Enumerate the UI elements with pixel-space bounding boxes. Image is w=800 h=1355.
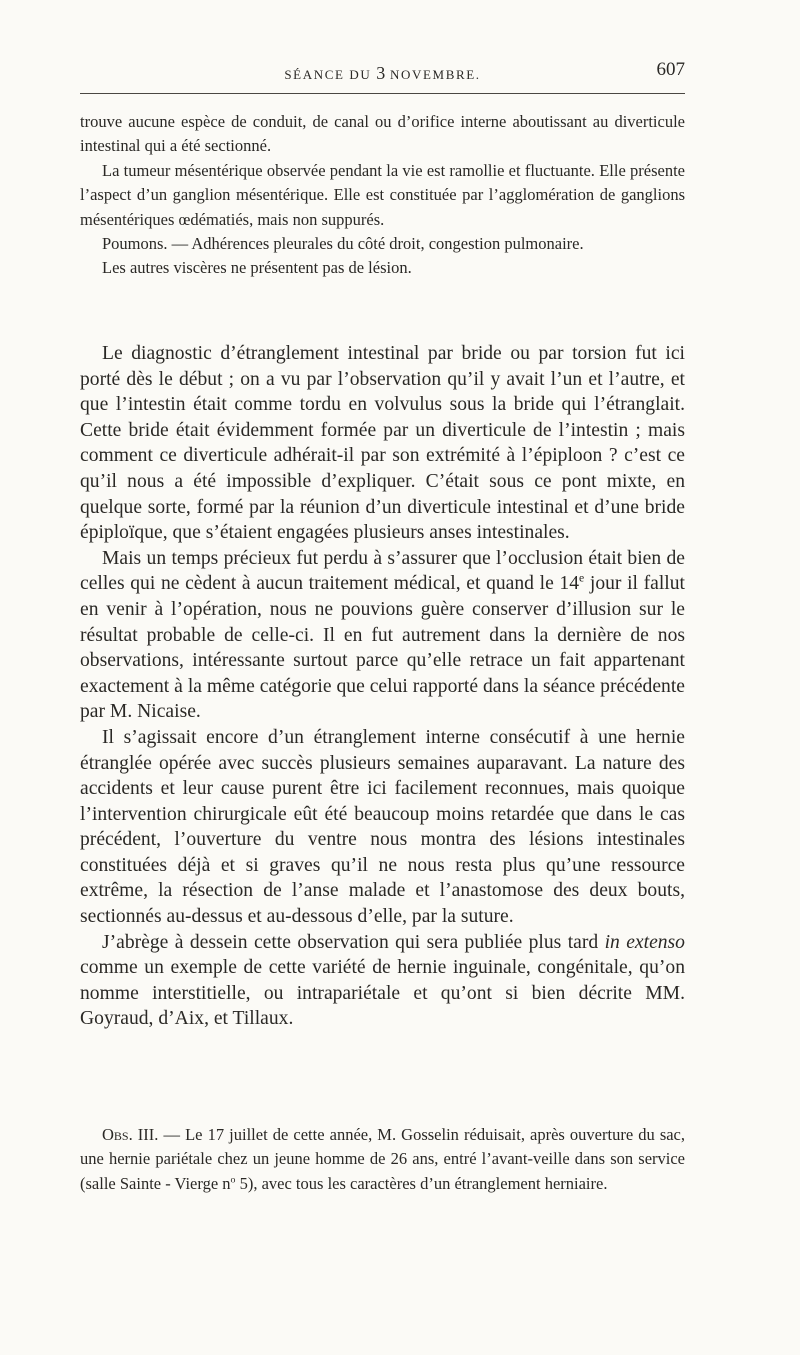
running-title-prefix: SÉANCE DU bbox=[284, 67, 377, 82]
observation-label: Obs. III. bbox=[102, 1125, 159, 1144]
running-head bbox=[80, 60, 685, 84]
numero-suffix: o bbox=[230, 1174, 236, 1186]
main-text bbox=[80, 341, 685, 1032]
autopsy-paragraph-2: La tumeur mésentérique observée pendant la vie est ramollie et fluctuante. Elle présente l’aspect d’un ganglion mésentérique. Elle est constituée par l’agglomération de ganglions mésentériques œdématiés, mais non suppurés. bbox=[80, 160, 685, 229]
autopsy-paragraph-1: trouve aucune espèce de conduit, de canal ou d’orifice interne aboutissant au diverticule intestinal qui a été sectionné. bbox=[80, 112, 685, 156]
running-title bbox=[80, 63, 685, 84]
main-paragraph-2 bbox=[80, 546, 685, 725]
italic-phrase: in extenso bbox=[604, 931, 685, 953]
page-number: 607 bbox=[656, 59, 685, 80]
main-paragraph-4-end: comme un exemple de cette variété de hernie inguinale, congénitale, qu’on nomme interstitielle, ou intrapariétale et qu’ont si bien décrite MM. Goyraud, d’Aix, et Tillaux. bbox=[80, 957, 685, 1030]
observation-block bbox=[80, 1123, 685, 1196]
observation-paragraph bbox=[80, 1123, 685, 1196]
header-rule bbox=[80, 93, 685, 94]
autopsy-paragraph-4: Les autres viscères ne présentent pas de lésion. bbox=[102, 258, 412, 278]
main-paragraph-3: Il s’agissait encore d’un étranglement interne consécutif à une hernie étranglée opérée avec succès plusieurs semaines auparavant. La nature des accidents et leur cause purent être ici facilement reconnues, mais quoique l’intervention chirurgicale eût été beaucoup moins retardée que dans le cas précédent, l’ouverture du ventre nous montra des lésions intestinales constituées déjà et si graves qu’il ne nous resta plus qu’une ressource extrême, la résection de l’anse malade et l’anastomose des deux bouts, sectionnés au-dessus et au-dessous d’elle, par la suture. bbox=[80, 726, 685, 928]
running-title-suffix: NOVEMBRE. bbox=[385, 67, 481, 82]
running-title-day: 3 bbox=[376, 63, 386, 83]
ordinal-suffix: e bbox=[579, 571, 585, 585]
main-paragraph-2-end: jour il fallut en venir à l’opération, nous ne pouvions guère conserver d’illusion sur le résultat probable de celle-ci. Il en fut autrement dans la dernière de nos observations, intéressante surtout parce qu’elle retrace un fait appartenant exactement à la même catégorie que celui rapporté dans la séance précédente par M. Nicaise. bbox=[80, 573, 685, 723]
autopsy-paragraph-3: Poumons. — Adhérences pleurales du côté droit, congestion pulmonaire. bbox=[102, 234, 584, 254]
autopsy-notes bbox=[80, 110, 685, 281]
main-paragraph-2-start: Mais un temps précieux fut perdu à s’assurer que l’occlusion était bien de celles qui ne cèdent à aucun traitement médical, et quand le 14 bbox=[80, 547, 685, 595]
main-paragraph-1: Le diagnostic d’étranglement intestinal par bride ou par torsion fut ici porté dès le début ; on a vu par l’observation qu’il y avait l’un et l’autre, et que l’intestin était comme tordu en volvulus sous la bride qui l’étranglait. Cette bride était évidemment formée par un diverticule de l’intestin ; mais comment ce diverticule adhérait-il par son extrémité à l’épiploon ? c’est ce qu’il nous a été impossible d’expliquer. C’était sous ce pont mixte, en quelque sorte, formé par la réunion d’un diverticule intestinal et d’une bride épiploïque, que s’étaient engagées plusieurs anses intestinales. bbox=[80, 343, 685, 544]
observation-text-end: 5), avec tous les caractères d’un étranglement herniaire. bbox=[235, 1173, 608, 1193]
observation-text-start: — Le 17 juillet de cette année, M. Gosselin réduisait, après ouverture du sac, une hernie pariétale chez un jeune homme de 26 ans, entré l’avant-veille dans son service (salle Sainte - Vierge n bbox=[80, 1125, 686, 1193]
main-paragraph-4 bbox=[80, 930, 685, 1032]
main-paragraph-4-start: J’abrège à dessein cette observation qui sera publiée plus tard bbox=[102, 931, 605, 953]
